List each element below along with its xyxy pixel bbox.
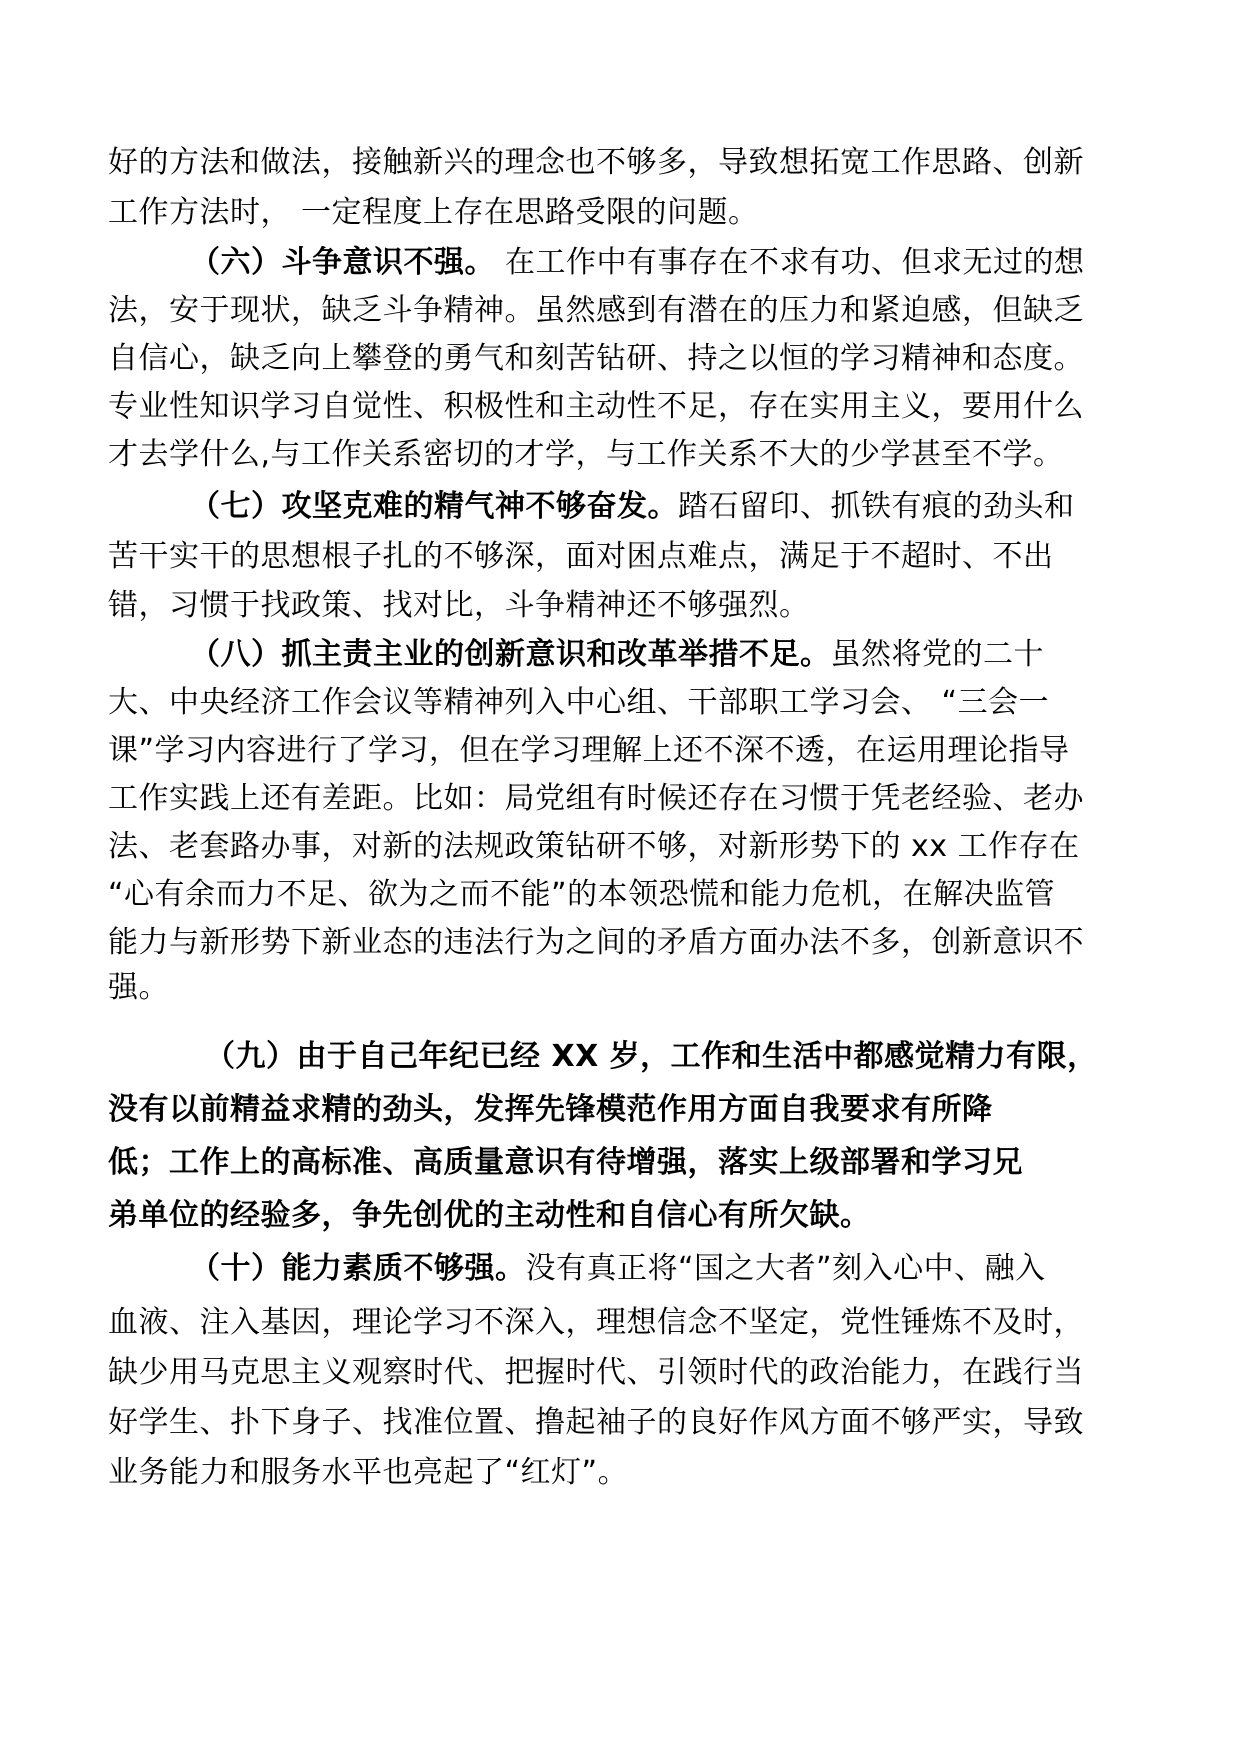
paragraph-line: 法、老套路办事，对新的法规政策钻研不够，对新形势下的 xx 工作存在 xyxy=(108,829,1080,864)
paragraph-line: 错，习惯于找政策、找对比，斗争精神还不够强烈。 xyxy=(108,588,810,623)
paragraph-line: 弟单位的经验多，争先创优的主动性和自信心有所欠缺。 xyxy=(108,1198,871,1233)
section-heading-10: （十）能力素质不够强。 xyxy=(190,1251,526,1286)
paragraph-line: 好学生、扑下身子、找准位置、撸起袖子的良好作风方面不够严实，导致 xyxy=(108,1405,1084,1440)
paragraph-line: 业务能力和服务水平也亮起了“红灯”。 xyxy=(108,1455,629,1490)
paragraph-first-line xyxy=(190,487,1075,527)
paragraph-line: 没有以前精益求精的劲头，发挥先锋模范作用方面自我要求有所降 xyxy=(108,1092,993,1127)
section-heading-7: （七）攻坚克难的精气神不够奋发。 xyxy=(190,489,678,524)
paragraph-text: 踏石留印、抓铁有痕的劲头和 xyxy=(678,489,1075,524)
paragraph-text: 在工作中有事存在不求有功、但求无过的想 xyxy=(495,245,1085,280)
paragraph-first-line xyxy=(190,243,1085,283)
section-heading-8: （八）抓主责主业的创新意识和改革举措不足。 xyxy=(190,637,831,672)
paragraph-line: 工作实践上还有差距。比如：局党组有时候还存在习惯于凭老经验、老办 xyxy=(108,781,1084,816)
paragraph-line: “心有余而力不足、欲为之而不能”的本领恐慌和能力危机，在解决监管 xyxy=(108,877,1056,912)
paragraph-first-line xyxy=(190,635,1044,675)
paragraph-line: 强。 xyxy=(108,970,169,1005)
paragraph-line: 血液、注入基因，理论学习不深入，理想信念不坚定，党性锤炼不及时， xyxy=(108,1305,1084,1340)
paragraph-line: 工作方法时， 一定程度上存在思路受限的问题。 xyxy=(108,195,759,230)
paragraph-line: 专业性知识学习自觉性、积极性和主动性不足，存在实用主义，要用什么 xyxy=(108,389,1084,424)
paragraph-line: 课”学习内容进行了学习，但在学习理解上还不深不透，在运用理论指导 xyxy=(108,733,1070,768)
paragraph-first-line xyxy=(190,1249,1046,1289)
paragraph-line: 法，安于现状，缺乏斗争精神。虽然感到有潜在的压力和紧迫感，但缺乏 xyxy=(108,293,1084,328)
paragraph-line: 好的方法和做法，接触新兴的理念也不够多，导致想拓宽工作思路、创新 xyxy=(108,145,1084,180)
paragraph-line: 才去学什么,与工作关系密切的才学，与工作关系不大的少学甚至不学。 xyxy=(108,437,1064,472)
paragraph-line: 大、中央经济工作会议等精神列入中心组、干部职工学习会、 “三会一 xyxy=(108,685,1050,720)
section-heading-9: （九）由于自己年纪已经 XX 岁，工作和生活中都感觉精力有限， xyxy=(205,1039,1098,1074)
paragraph-line: 苦干实干的思想根子扎的不够深，面对困点难点，满足于不超时、不出 xyxy=(108,539,1054,574)
paragraph-text: 虽然将党的二十 xyxy=(830,637,1044,672)
paragraph-line: 低；工作上的高标准、高质量意识有待增强，落实上级部署和学习兄 xyxy=(108,1145,1023,1180)
paragraph-text: 没有真正将“国之大者”刻入心中、融入 xyxy=(525,1251,1046,1286)
paragraph-line: 能力与新形势下新业态的违法行为之间的矛盾方面办法不多，创新意识不 xyxy=(108,925,1084,960)
section-heading-6: （六）斗争意识不强。 xyxy=(190,245,495,280)
paragraph-line: 缺少用马克思主义观察时代、把握时代、引领时代的政治能力，在践行当 xyxy=(108,1355,1084,1390)
paragraph-line: 自信心，缺乏向上攀登的勇气和刻苦钻研、持之以恒的学习精神和态度。 xyxy=(108,341,1084,376)
